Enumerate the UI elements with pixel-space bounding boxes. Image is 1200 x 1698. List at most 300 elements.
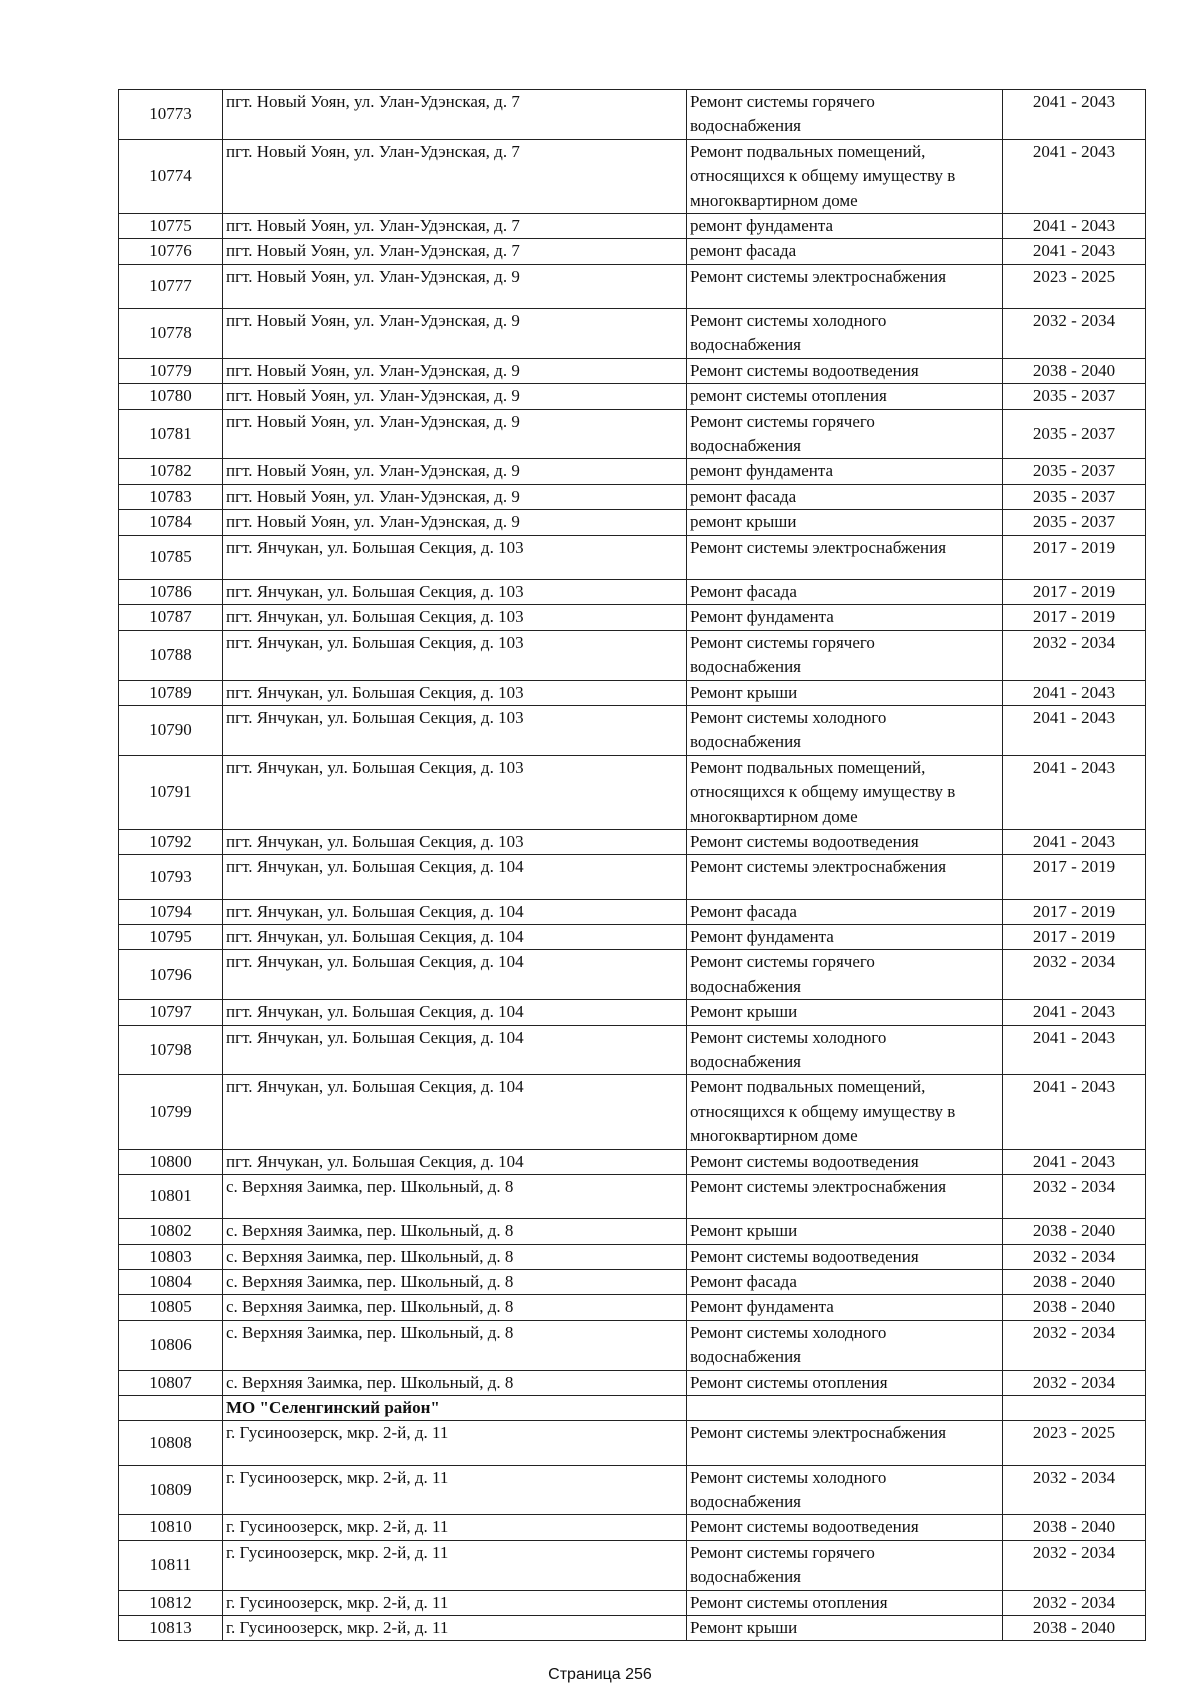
row-number-text: 10813 <box>149 1618 192 1638</box>
address <box>223 630 687 680</box>
address-text: пгт. Новый Уоян, ул. Улан-Удэнская, д. 9 <box>226 461 520 481</box>
work-type <box>687 829 1003 854</box>
row-number-text: 10783 <box>149 486 192 506</box>
address <box>223 484 687 509</box>
row-number <box>119 535 223 579</box>
table-row <box>119 705 1146 755</box>
row-number-text: 10791 <box>149 782 192 802</box>
address-text: г. Гусиноозерск, мкр. 2-й, д. 11 <box>226 1467 449 1487</box>
work-type <box>687 1149 1003 1174</box>
work-type-text: Ремонт системы отопления <box>690 1592 888 1612</box>
table-row <box>119 899 1146 924</box>
address-text: г. Гусиноозерск, мкр. 2-й, д. 11 <box>226 1423 449 1443</box>
row-number <box>119 214 223 239</box>
row-number <box>119 139 223 213</box>
period <box>1003 384 1146 409</box>
address <box>223 1370 687 1395</box>
row-number-text: 10810 <box>149 1517 192 1537</box>
work-type-text: ремонт крыши <box>690 512 797 532</box>
address-text: пгт. Янчукан, ул. Большая Секция, д. 104 <box>226 952 524 972</box>
work-type <box>687 1515 1003 1540</box>
row-number-text: 10809 <box>149 1479 192 1499</box>
row-number <box>119 950 223 1000</box>
address-text: с. Верхняя Заимка, пер. Школьный, д. 8 <box>226 1177 514 1196</box>
address <box>223 579 687 604</box>
period <box>1003 950 1146 1000</box>
row-number <box>119 630 223 680</box>
address <box>223 1295 687 1320</box>
table-row <box>119 1244 1146 1269</box>
row-number-text: 10805 <box>149 1297 192 1317</box>
period <box>1003 829 1146 854</box>
table-row <box>119 139 1146 213</box>
row-number-text: 10775 <box>149 216 192 236</box>
work-type-text: Ремонт системы холодного водоснабжения <box>690 707 887 752</box>
address-text: пгт. Янчукан, ул. Большая Секция, д. 103 <box>226 831 524 851</box>
table-row <box>119 630 1146 680</box>
table-row <box>119 1421 1146 1465</box>
period-text: 2041 - 2043 <box>1032 707 1116 727</box>
row-number-text: 10812 <box>149 1592 192 1612</box>
table-row <box>119 384 1146 409</box>
work-type <box>687 239 1003 264</box>
period-text: 2032 - 2034 <box>1032 1372 1116 1392</box>
address-text: пгт. Новый Уоян, ул. Улан-Удэнская, д. 7 <box>226 216 520 236</box>
address-text: г. Гусиноозерск, мкр. 2-й, д. 11 <box>226 1618 449 1638</box>
work-type-text: Ремонт системы электроснабжения <box>690 266 947 286</box>
period <box>1003 1590 1146 1615</box>
work-type <box>687 855 1003 899</box>
work-cell <box>687 1396 1003 1421</box>
row-number <box>119 605 223 630</box>
period <box>1003 899 1146 924</box>
work-type <box>687 1320 1003 1370</box>
row-number <box>119 1000 223 1025</box>
address <box>223 680 687 705</box>
work-type <box>687 1370 1003 1395</box>
work-type-text: Ремонт фасада <box>690 1272 797 1291</box>
period-text: 2017 - 2019 <box>1032 581 1116 601</box>
work-type-text: ремонт фасада <box>690 241 797 261</box>
row-number-text: 10782 <box>149 461 192 481</box>
table-row <box>119 1590 1146 1615</box>
row-number <box>119 484 223 509</box>
table-row <box>119 924 1146 949</box>
period <box>1003 924 1146 949</box>
period-text: 2035 - 2037 <box>1032 512 1116 532</box>
period-text: 2041 - 2043 <box>1032 1027 1116 1047</box>
row-number <box>119 705 223 755</box>
address <box>223 1540 687 1590</box>
period <box>1003 1616 1146 1641</box>
row-number <box>119 1421 223 1465</box>
address <box>223 755 687 829</box>
row-number-text: 10780 <box>149 386 192 406</box>
period <box>1003 1244 1146 1269</box>
work-type-text: Ремонт системы холодного водоснабжения <box>690 1027 887 1071</box>
period-text: 2023 - 2025 <box>1032 1423 1116 1443</box>
period <box>1003 1219 1146 1244</box>
period-text: 2041 - 2043 <box>1032 757 1116 777</box>
address <box>223 1590 687 1615</box>
address <box>223 829 687 854</box>
work-type-text: Ремонт фундамента <box>690 607 834 627</box>
table-row <box>119 1025 1146 1075</box>
work-type <box>687 535 1003 579</box>
work-type-text: ремонт фундамента <box>690 461 834 481</box>
row-number-text: 10776 <box>149 241 192 261</box>
work-type <box>687 1540 1003 1590</box>
address-text: пгт. Новый Уоян, ул. Улан-Удэнская, д. 9 <box>226 386 520 406</box>
row-number <box>119 1175 223 1219</box>
row-number <box>119 1370 223 1395</box>
work-type-text: Ремонт системы водоотведения <box>690 360 919 380</box>
period <box>1003 1465 1146 1515</box>
row-number <box>119 1149 223 1174</box>
row-number-text: 10807 <box>149 1372 192 1392</box>
period <box>1003 239 1146 264</box>
row-number-text: 10797 <box>149 1002 192 1022</box>
row-number-text: 10799 <box>149 1101 192 1121</box>
row-number <box>119 1219 223 1244</box>
work-type-text: Ремонт крыши <box>690 682 798 702</box>
row-number <box>119 459 223 484</box>
work-type <box>687 1590 1003 1615</box>
period <box>1003 855 1146 899</box>
work-type <box>687 899 1003 924</box>
address-text: с. Верхняя Заимка, пер. Школьный, д. 8 <box>226 1272 514 1291</box>
row-number <box>119 510 223 535</box>
row-number <box>119 755 223 829</box>
period <box>1003 309 1146 359</box>
work-type <box>687 1616 1003 1641</box>
work-type <box>687 358 1003 383</box>
row-number <box>119 855 223 899</box>
row-number <box>119 90 223 140</box>
table-row <box>119 950 1146 1000</box>
period <box>1003 1540 1146 1590</box>
table-row <box>119 409 1146 459</box>
work-type <box>687 680 1003 705</box>
work-type <box>687 1075 1003 1149</box>
address <box>223 1515 687 1540</box>
address-text: пгт. Янчукан, ул. Большая Секция, д. 104 <box>226 926 524 946</box>
period <box>1003 1515 1146 1540</box>
period-text: 2032 - 2034 <box>1032 311 1116 331</box>
row-number-text: 10796 <box>149 964 192 984</box>
table-row <box>119 1295 1146 1320</box>
work-type-text: Ремонт фасада <box>690 581 797 601</box>
work-type <box>687 214 1003 239</box>
period <box>1003 1025 1146 1075</box>
address <box>223 1320 687 1370</box>
row-number-text: 10806 <box>149 1335 192 1355</box>
table-row <box>119 535 1146 579</box>
table-row <box>119 239 1146 264</box>
work-type-text: Ремонт крыши <box>690 1221 798 1241</box>
row-number-text: 10804 <box>149 1272 192 1291</box>
row-number-text: 10793 <box>149 866 192 886</box>
period <box>1003 1175 1146 1219</box>
period <box>1003 705 1146 755</box>
period-text: 2041 - 2043 <box>1032 1077 1116 1097</box>
work-type <box>687 924 1003 949</box>
period-text: 2041 - 2043 <box>1032 141 1116 161</box>
period-text: 2038 - 2040 <box>1032 360 1116 380</box>
address-text: г. Гусиноозерск, мкр. 2-й, д. 11 <box>226 1592 449 1612</box>
work-type <box>687 459 1003 484</box>
address-text: пгт. Янчукан, ул. Большая Секция, д. 103 <box>226 682 524 702</box>
row-number <box>119 1465 223 1515</box>
table-row <box>119 605 1146 630</box>
row-number <box>119 829 223 854</box>
section-header: МО "Селенгинский район" <box>223 1396 687 1421</box>
address-text: пгт. Новый Уоян, ул. Улан-Удэнская, д. 9 <box>226 311 520 331</box>
address <box>223 459 687 484</box>
table-row <box>119 1515 1146 1540</box>
row-number-text: 10779 <box>149 360 192 380</box>
row-number <box>119 358 223 383</box>
address-text: пгт. Новый Уоян, ул. Улан-Удэнская, д. 9 <box>226 411 520 431</box>
row-number-text: 10781 <box>149 423 192 443</box>
period-text: 2032 - 2034 <box>1032 1322 1116 1342</box>
address <box>223 1270 687 1295</box>
row-number <box>119 1616 223 1641</box>
work-type <box>687 579 1003 604</box>
period-text: 2032 - 2034 <box>1032 1467 1116 1487</box>
period <box>1003 1421 1146 1465</box>
period-text: 2038 - 2040 <box>1032 1297 1116 1317</box>
period-text: 2041 - 2043 <box>1032 92 1116 111</box>
address <box>223 239 687 264</box>
address <box>223 950 687 1000</box>
period <box>1003 1000 1146 1025</box>
address <box>223 214 687 239</box>
row-number-text: 10774 <box>149 166 192 186</box>
address <box>223 1000 687 1025</box>
table-row <box>119 459 1146 484</box>
period-text: 2032 - 2034 <box>1032 632 1116 652</box>
table-row <box>119 264 1146 308</box>
row-number <box>119 680 223 705</box>
address <box>223 1219 687 1244</box>
row-number <box>119 899 223 924</box>
period-text: 2017 - 2019 <box>1032 857 1116 877</box>
work-type-text: Ремонт системы холодного водоснабжения <box>690 311 887 355</box>
period-text: 2032 - 2034 <box>1032 1177 1116 1196</box>
work-type <box>687 1244 1003 1269</box>
table-row <box>119 1000 1146 1025</box>
row-number-text: 10784 <box>149 512 192 532</box>
address <box>223 264 687 308</box>
row-number <box>119 1025 223 1075</box>
address <box>223 510 687 535</box>
address-text: пгт. Новый Уоян, ул. Улан-Удэнская, д. 7 <box>226 241 520 261</box>
period-text: 2017 - 2019 <box>1032 537 1116 557</box>
period-text: 2038 - 2040 <box>1032 1221 1116 1241</box>
period <box>1003 1149 1146 1174</box>
address-text: пгт. Янчукан, ул. Большая Секция, д. 103 <box>226 607 524 627</box>
work-type-text: Ремонт системы холодного водоснабжения <box>690 1467 887 1512</box>
address-text: пгт. Янчукан, ул. Большая Секция, д. 104 <box>226 901 524 921</box>
table-row <box>119 1320 1146 1370</box>
address-text: пгт. Янчукан, ул. Большая Секция, д. 104 <box>226 1027 524 1047</box>
period <box>1003 510 1146 535</box>
address-text: пгт. Янчукан, ул. Большая Секция, д. 104 <box>226 1151 524 1171</box>
work-type <box>687 605 1003 630</box>
table-row <box>119 510 1146 535</box>
work-type-text: Ремонт крыши <box>690 1002 798 1022</box>
work-type-text: Ремонт системы электроснабжения <box>690 1177 947 1196</box>
work-type-text: Ремонт системы горячего водоснабжения <box>690 92 875 136</box>
period-cell <box>1003 1396 1146 1421</box>
address <box>223 705 687 755</box>
address-text: пгт. Новый Уоян, ул. Улан-Удэнская, д. 9 <box>226 360 520 380</box>
period-text: 2017 - 2019 <box>1032 926 1116 946</box>
table-row <box>119 855 1146 899</box>
address <box>223 1421 687 1465</box>
work-type-text: Ремонт системы электроснабжения <box>690 537 947 557</box>
period-text: 2017 - 2019 <box>1032 901 1116 921</box>
row-number <box>119 1320 223 1370</box>
period <box>1003 214 1146 239</box>
address <box>223 1175 687 1219</box>
table-body <box>119 90 1146 1641</box>
address <box>223 535 687 579</box>
address <box>223 139 687 213</box>
row-number-text: 10795 <box>149 926 192 946</box>
period-text: 2035 - 2037 <box>1032 461 1116 481</box>
table-row <box>119 90 1146 140</box>
work-type-text: Ремонт системы горячего водоснабжения <box>690 1542 875 1587</box>
row-number-text: 10790 <box>149 720 192 740</box>
table-row <box>119 1370 1146 1395</box>
work-type <box>687 139 1003 213</box>
row-number <box>119 1540 223 1590</box>
row-number <box>119 409 223 459</box>
period-text: 2041 - 2043 <box>1032 831 1116 851</box>
period-text: 2032 - 2034 <box>1032 1246 1116 1266</box>
work-type-text: Ремонт системы горячего водоснабжения <box>690 411 875 456</box>
work-type <box>687 1025 1003 1075</box>
work-type-text: Ремонт подвальных помещений, относящихся к общему имуществу в многоквартирном доме <box>690 1077 956 1146</box>
row-number-text: 10811 <box>149 1555 192 1575</box>
work-type-text: Ремонт подвальных помещений, относящихся к общему имуществу в многоквартирном доме <box>690 757 956 826</box>
period-text: 2041 - 2043 <box>1032 216 1116 236</box>
period-text: 2032 - 2034 <box>1032 952 1116 972</box>
table-row <box>119 1175 1146 1219</box>
section-header-row <box>119 1396 1146 1421</box>
table-row <box>119 1540 1146 1590</box>
address <box>223 1616 687 1641</box>
work-type <box>687 1465 1003 1515</box>
period-text: 2038 - 2040 <box>1032 1272 1116 1291</box>
table-row <box>119 680 1146 705</box>
row-number <box>119 1244 223 1269</box>
page-number-label: Страница 256 <box>548 1666 652 1683</box>
row-number-text: 10802 <box>149 1221 192 1241</box>
period-text: 2035 - 2037 <box>1032 386 1116 406</box>
row-number-text: 10785 <box>149 547 192 567</box>
period-text: 2038 - 2040 <box>1032 1618 1116 1638</box>
row-number <box>119 924 223 949</box>
period-text: 2032 - 2034 <box>1032 1592 1116 1612</box>
address <box>223 1465 687 1515</box>
work-type <box>687 755 1003 829</box>
work-type <box>687 1270 1003 1295</box>
row-number-text: 10788 <box>149 644 192 664</box>
work-type <box>687 90 1003 140</box>
address <box>223 924 687 949</box>
work-type-text: ремонт фундамента <box>690 216 834 236</box>
address-text: пгт. Новый Уоян, ул. Улан-Удэнская, д. 7 <box>226 141 520 161</box>
table-row <box>119 579 1146 604</box>
row-number <box>119 1515 223 1540</box>
period <box>1003 1295 1146 1320</box>
row-number-text: 10803 <box>149 1246 192 1266</box>
row-number <box>119 309 223 359</box>
address <box>223 1075 687 1149</box>
period-text: 2035 - 2037 <box>1032 423 1116 443</box>
address-text: с. Верхняя Заимка, пер. Школьный, д. 8 <box>226 1246 514 1266</box>
address <box>223 1149 687 1174</box>
row-number <box>119 1075 223 1149</box>
row-number <box>119 264 223 308</box>
work-type-text: Ремонт фасада <box>690 901 797 921</box>
period-text: 2032 - 2034 <box>1032 1542 1116 1562</box>
period <box>1003 484 1146 509</box>
address <box>223 1244 687 1269</box>
work-type <box>687 1219 1003 1244</box>
table-row <box>119 484 1146 509</box>
period-text: 2017 - 2019 <box>1032 607 1116 627</box>
address-text: г. Гусиноозерск, мкр. 2-й, д. 11 <box>226 1542 449 1562</box>
work-type-text: Ремонт подвальных помещений, относящихся к общему имуществу в многоквартирном доме <box>690 141 956 210</box>
work-type <box>687 1295 1003 1320</box>
address-text: пгт. Новый Уоян, ул. Улан-Удэнская, д. 9 <box>226 486 520 506</box>
work-type <box>687 1000 1003 1025</box>
period <box>1003 605 1146 630</box>
work-type <box>687 484 1003 509</box>
work-type <box>687 384 1003 409</box>
address <box>223 855 687 899</box>
address-text: пгт. Новый Уоян, ул. Улан-Удэнская, д. 9 <box>226 512 520 532</box>
period <box>1003 459 1146 484</box>
row-number-text: 10794 <box>149 901 192 921</box>
period <box>1003 90 1146 140</box>
work-type-text: Ремонт системы горячего водоснабжения <box>690 632 875 677</box>
work-type <box>687 309 1003 359</box>
period <box>1003 358 1146 383</box>
table-row <box>119 1075 1146 1149</box>
period <box>1003 1270 1146 1295</box>
row-number <box>119 384 223 409</box>
address-text: с. Верхняя Заимка, пер. Школьный, д. 8 <box>226 1372 514 1392</box>
address-text: пгт. Новый Уоян, ул. Улан-Удэнская, д. 7 <box>226 92 520 111</box>
period <box>1003 630 1146 680</box>
period-text: 2023 - 2025 <box>1032 266 1116 286</box>
table-row <box>119 829 1146 854</box>
address <box>223 90 687 140</box>
table-row <box>119 1149 1146 1174</box>
work-type-text: Ремонт системы водоотведения <box>690 1151 919 1171</box>
address-text: пгт. Янчукан, ул. Большая Секция, д. 104 <box>226 1002 524 1022</box>
address-text: с. Верхняя Заимка, пер. Школьный, д. 8 <box>226 1322 514 1342</box>
row-number-text: 10801 <box>149 1186 192 1206</box>
work-type-text: Ремонт системы электроснабжения <box>690 1423 947 1443</box>
work-type-text: Ремонт крыши <box>690 1618 798 1638</box>
work-type-text: Ремонт системы горячего водоснабжения <box>690 952 875 996</box>
